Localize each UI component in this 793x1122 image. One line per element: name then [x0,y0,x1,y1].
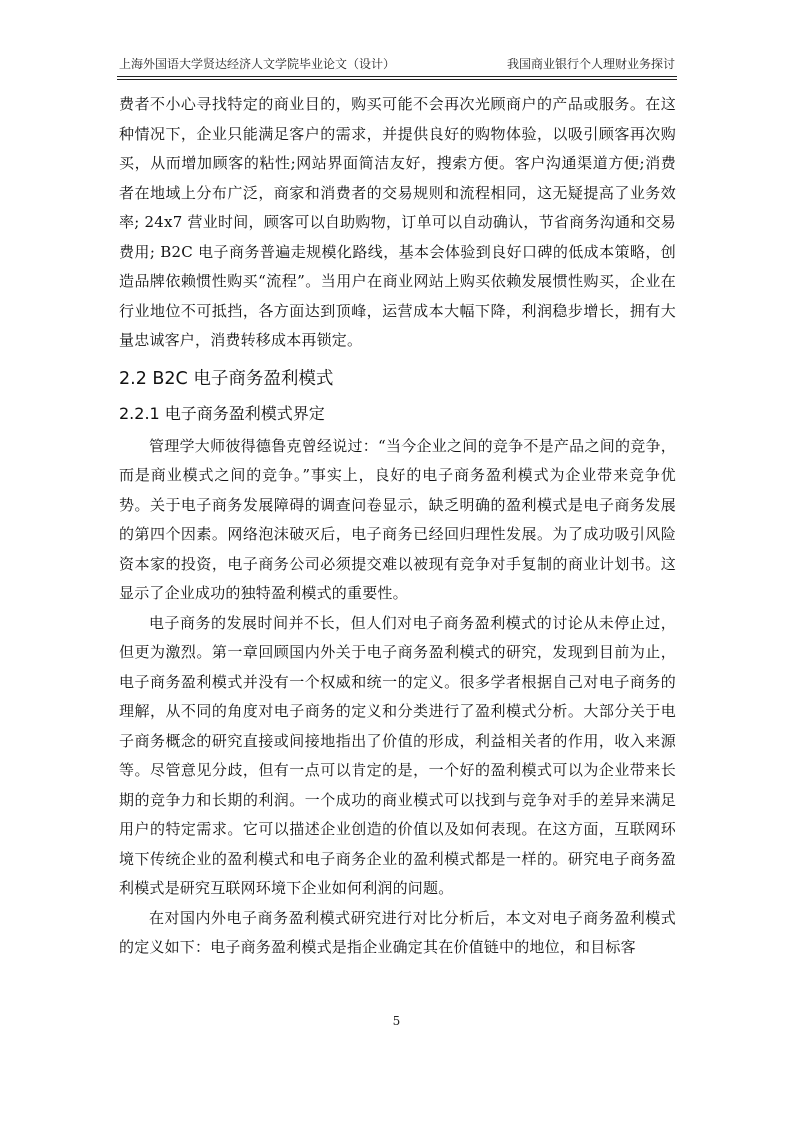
body-paragraph-3: 电子商务的发展时间并不长，但人们对电子商务盈利模式的讨论从未停止过，但更为激烈。第一章回顾国内外关于电子商务盈利模式的研究，发现到目前为止，电子商务盈利模式并没有一个权威和统一的定义。很多学者根据自己对电子商务的理解，从不同的角度对电子商务的定义和分类进行了盈利模式分析。大部分关于电子商务概念的研究直接或间接地指出了价值的形成，利益相关者的作用，收入来源等。尽管意见分歧，但有一点可以肯定的是，一个好的盈利模式可以为企业带来长期的竞争力和长期的利润。一个成功的商业模式可以找到与竞争对手的差异来满足用户的特定需求。它可以描述企业创造的价值以及如何表现。在这方面，互联网环境下传统企业的盈利模式和电子商务企业的盈利模式都是一样的。研究电子商务盈利模式是研究互联网环境下企业如何利润的问题。 [119,613,676,897]
running-header [119,56,675,78]
subsection-heading: 2.2.1 电子商务盈利模式界定 [119,403,325,423]
body-paragraph-4: 在对国内外电子商务盈利模式研究进行对比分析后，本文对电子商务盈利模式的定义如下：电子商务盈利模式是指企业确定其在价值链中的地位，和目标客 [119,908,676,956]
body-paragraph-1: 费者不小心寻找特定的商业目的，购买可能不会再次光顾商户的产品或服务。在这种情况下，企业只能满足客户的需求，并提供良好的购物体验，以吸引顾客再次购买，从而增加顾客的粘性;网站界面简洁友好，搜索方便。客户沟通渠道方便;消费者在地域上分布广泛，商家和消费者的交易规则和流程相同，这无疑提高了业务效率; 24x7 营业时间，顾客可以自助购物，订单可以自动确认，节省商务沟通和交易费用; B2C 电子商务普遍走规模化路线，基本会体验到良好口碑的低成本策略，创造品牌依赖惯性购买“流程”。当用户在商业网站上购买依赖发展惯性购买，企业在行业地位不可抵挡，各方面达到顶峰，运营成本大幅下降，利润稳步增长，拥有大量忠诚客户，消费转移成本再锁定。 [119,95,676,349]
page-number: 5 [392,1014,401,1028]
body-paragraph-2: 管理学大师彼得德鲁克曾经说过：“当今企业之间的竞争不是产品之间的竞争，而是商业模式之间的竞争。”事实上，良好的电子商务盈利模式为企业带来竞争优势。关于电子商务发展障碍的调查问卷显示，缺乏明确的盈利模式是电子商务发展的第四个因素。网络泡沫破灭后，电子商务已经回归理性发展。为了成功吸引风险资本家的投资，电子商务公司必须提交难以被现有竞争对手复制的商业计划书。这显示了企业成功的独特盈利模式的重要性。 [119,436,676,602]
section-heading: 2.2 B2C 电子商务盈利模式 [119,368,334,389]
main-content [119,90,676,963]
header-divider [117,76,677,80]
header-paper-topic: 我国商业银行个人理财业务探讨 [506,57,675,71]
header-thesis-title: 上海外国语大学贤达经济人文学院毕业论文（设计） [119,57,396,71]
